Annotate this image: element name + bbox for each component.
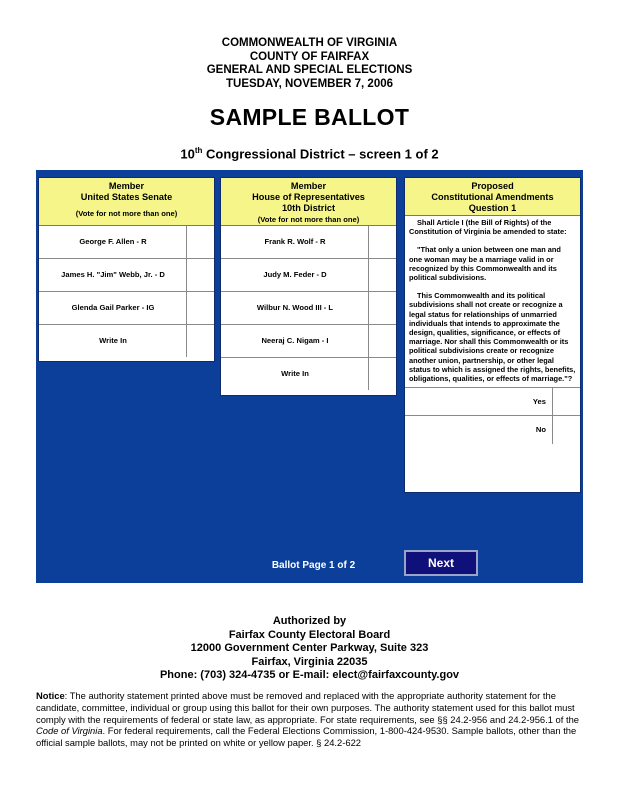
ballot-header — [0, 37, 619, 91]
no-option[interactable] — [405, 416, 580, 444]
vote-checkbox[interactable] — [186, 292, 214, 324]
candidate-row[interactable] — [39, 226, 214, 259]
candidate-name: Judy M. Feder - D — [263, 270, 327, 279]
candidate-row[interactable] — [221, 292, 396, 325]
yes-option[interactable] — [405, 388, 580, 416]
senate-race — [38, 177, 215, 362]
header-line-1: COMMONWEALTH OF VIRGINIA — [221, 37, 398, 49]
amendment-line-1: Proposed — [471, 181, 514, 191]
yes-checkbox[interactable] — [552, 388, 580, 416]
auth-line-4: Fairfax, Virginia 22035 — [251, 655, 368, 668]
notice-code-title: Code of Virginia — [36, 725, 103, 737]
candidate-name: Write In — [281, 369, 309, 378]
amendment-line-2: Constitutional Amendments — [431, 192, 554, 202]
house-office-line-2: House of Representatives — [252, 192, 365, 202]
vote-checkbox[interactable] — [186, 226, 214, 258]
vote-checkbox[interactable] — [186, 259, 214, 291]
vote-checkbox[interactable] — [186, 325, 214, 357]
yes-label: Yes — [532, 397, 546, 407]
vote-checkbox[interactable] — [368, 292, 396, 324]
screen-subtitle — [0, 146, 619, 161]
vote-checkbox[interactable] — [368, 358, 396, 390]
senate-vote-instruction: (Vote for not more than one) — [75, 209, 178, 218]
candidate-row[interactable] — [221, 325, 396, 358]
candidate-name: Neeraj C. Nigam - I — [261, 336, 329, 345]
ballot-page-indicator: Ballot Page 1 of 2 — [271, 560, 356, 571]
senate-race-header — [39, 178, 214, 226]
auth-line-5: Phone: (703) 324-4735 or E-mail: elect@fairfaxcounty.gov — [159, 669, 460, 681]
house-vote-instruction: (Vote for not more than one) — [257, 215, 360, 224]
question-text — [405, 216, 580, 388]
auth-line-3: 12000 Government Center Parkway, Suite 323 — [190, 642, 429, 654]
candidate-row[interactable] — [221, 358, 396, 391]
vote-checkbox[interactable] — [368, 325, 396, 357]
authority-statement — [0, 615, 619, 683]
candidate-name: Write In — [99, 336, 127, 345]
candidate-name: Glenda Gail Parker - IG — [71, 303, 155, 312]
vote-checkbox[interactable] — [368, 226, 396, 258]
candidate-name: George F. Allen - R — [79, 237, 147, 246]
senate-office-line-2: United States Senate — [80, 192, 173, 202]
house-race — [220, 177, 397, 396]
page-title: SAMPLE BALLOT — [209, 104, 410, 130]
house-race-header — [221, 178, 396, 226]
candidate-row[interactable] — [39, 292, 214, 325]
question-paragraph-3: This Commonwealth and its political subdivisions shall not create or recognize a legal status for relationships of unmarried individuals that intends to approximate the design, qualities, significance, or effects of marriage. Nor shall this Commonwealth or its political subdivisions create or recognize another union, partnership, or other legal status to which is assigned the rights, benefits, obligations, qualities, or effects of marriage."? — [409, 291, 576, 384]
district-number: 10 — [180, 146, 195, 162]
candidate-name: James H. "Jim" Webb, Jr. - D — [61, 270, 165, 279]
no-checkbox[interactable] — [552, 416, 580, 444]
notice-paragraph — [36, 690, 588, 749]
notice-text-1: : The authority statement printed above must be removed and replaced with the appropriate authority statement for the candidate, committee, individual or group using this ballot for their own purposes. The authority statement used for this ballot must comply with the requirements of federal or state law, as appropriate. For state requirements, see §§ 24.2-956 and 24.2-956.1 of the — [36, 690, 580, 725]
house-office-line-3: 10th District — [281, 203, 336, 213]
next-button[interactable]: Next — [404, 550, 478, 576]
header-line-2: COUNTY OF FAIRFAX — [249, 50, 370, 63]
candidate-row[interactable] — [221, 259, 396, 292]
candidate-row[interactable] — [221, 226, 396, 259]
amendment-question — [404, 177, 581, 493]
amendment-header — [405, 178, 580, 216]
senate-office-line-1: Member — [108, 181, 145, 191]
no-label: No — [535, 425, 546, 435]
candidate-name: Wilbur N. Wood III - L — [256, 303, 334, 312]
question-paragraph-2: "That only a union between one man and one woman may be a marriage valid in or recognized by this Commonwealth and its political subdivisions. — [409, 245, 561, 283]
ballot-screen — [36, 170, 583, 583]
notice-text-2: . For federal requirements, call the Federal Elections Commission, 1-800-424-9530. Sample ballots, other than the official sample ballots, may not be printed on white or yellow paper. § 24.2-622 — [36, 725, 577, 749]
question-paragraph-1: Shall Article I (the Bill of Rights) of the Constitution of Virginia be amended to state: — [409, 218, 567, 237]
header-line-3: GENERAL AND SPECIAL ELECTIONS — [206, 64, 413, 76]
vote-checkbox[interactable] — [368, 259, 396, 291]
district-suffix: th — [194, 146, 203, 155]
candidate-row[interactable] — [39, 325, 214, 358]
auth-line-1: Authorized by — [272, 615, 347, 627]
amendment-line-3: Question 1 — [468, 203, 517, 213]
auth-line-2: Fairfax County Electoral Board — [228, 628, 391, 641]
subtitle-rest: Congressional District – screen 1 of 2 — [202, 146, 439, 162]
candidate-row[interactable] — [39, 259, 214, 292]
house-office-line-1: Member — [290, 181, 327, 191]
header-line-4: TUESDAY, NOVEMBER 7, 2006 — [225, 77, 394, 90]
candidate-name: Frank R. Wolf - R — [264, 237, 326, 246]
notice-label: Notice — [36, 690, 65, 701]
